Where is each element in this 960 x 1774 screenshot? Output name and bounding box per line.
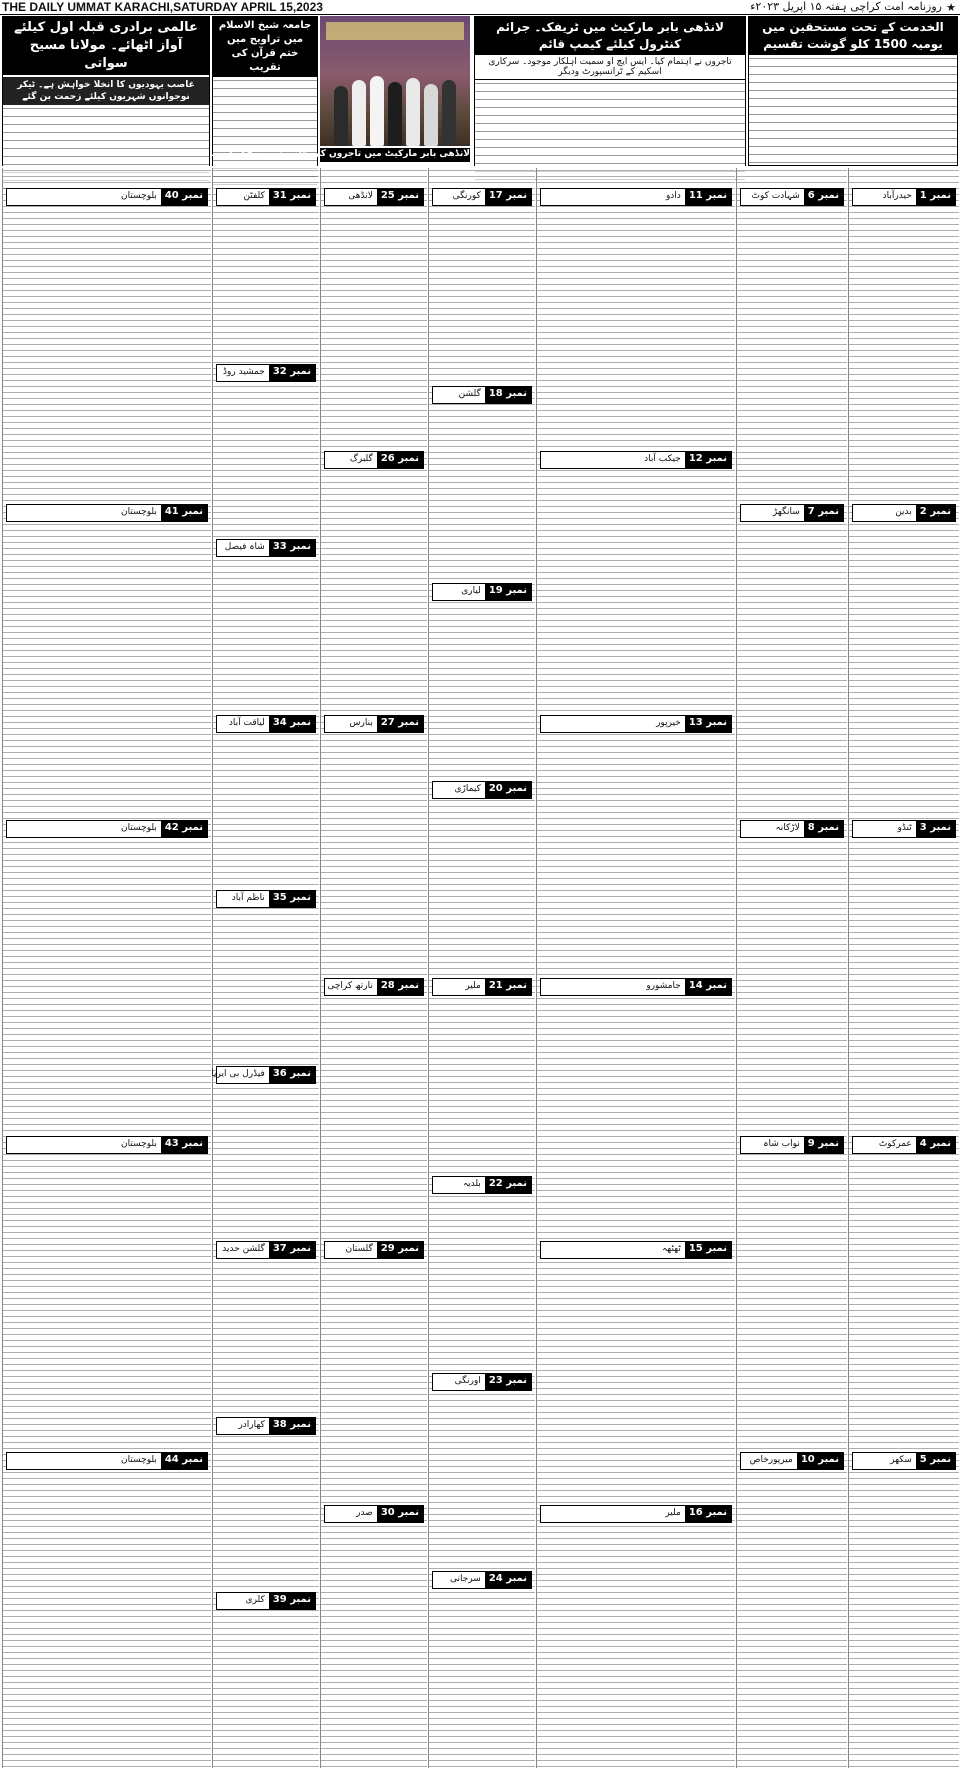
section-number: نمبر 24 xyxy=(485,1572,531,1588)
section-number: نمبر 23 xyxy=(485,1374,531,1390)
photo-person xyxy=(442,80,456,146)
section-title: ناظم آباد xyxy=(231,893,265,903)
section-number: نمبر 21 xyxy=(485,979,531,995)
section-number: نمبر 7 xyxy=(804,505,843,521)
masthead-urdu-title: روزنامہ امت کراچی ہفتہ ۱۵ اپریل ۲۰۲۳ء xyxy=(750,0,942,13)
section-title: لاڑکانہ xyxy=(775,823,800,833)
section-title: سکھر xyxy=(890,1455,912,1465)
section-header xyxy=(216,188,316,206)
column-6 xyxy=(212,168,319,1768)
section-header xyxy=(740,820,844,838)
section-title: ملیر xyxy=(665,1508,681,1518)
section-header xyxy=(432,188,532,206)
section-number: نمبر 9 xyxy=(804,1137,843,1153)
top-story-right-body xyxy=(749,55,957,163)
section-title: بلوچستان xyxy=(121,191,157,201)
section-number: نمبر 10 xyxy=(797,1453,843,1469)
section-title: نارتھ کراچی xyxy=(327,981,373,991)
photo-person xyxy=(370,76,384,146)
section-title: خیرپور xyxy=(656,718,681,728)
section-title: کورنگی xyxy=(452,191,481,201)
section-header xyxy=(432,781,532,799)
section-title: صدر xyxy=(356,1508,373,1518)
column-text xyxy=(537,168,735,1768)
section-number: نمبر 13 xyxy=(685,716,731,732)
section-number: نمبر 4 xyxy=(916,1137,955,1153)
section-title: بدین xyxy=(895,507,912,517)
photo-banner xyxy=(326,22,464,40)
section-number: نمبر 25 xyxy=(377,189,423,205)
section-title: جامشورو xyxy=(646,981,681,991)
photo-person xyxy=(406,78,420,146)
column-text xyxy=(321,168,427,1768)
section-header xyxy=(432,583,532,601)
section-number: نمبر 44 xyxy=(161,1453,207,1469)
section-header xyxy=(6,1452,208,1470)
column-text xyxy=(429,168,535,1768)
section-number: نمبر 41 xyxy=(161,505,207,521)
section-header xyxy=(852,820,956,838)
section-title: ٹھٹھہ xyxy=(662,1244,681,1254)
section-header xyxy=(6,1136,208,1154)
section-header xyxy=(432,1571,532,1589)
column-4 xyxy=(428,168,535,1768)
top-story-center xyxy=(474,16,746,166)
section-header xyxy=(540,451,732,469)
section-number: نمبر 19 xyxy=(485,584,531,600)
section-header xyxy=(740,188,844,206)
section-number: نمبر 22 xyxy=(485,1177,531,1193)
section-number: نمبر 31 xyxy=(269,189,315,205)
section-header xyxy=(852,1452,956,1470)
section-title: نواب شاہ xyxy=(763,1139,800,1149)
section-title: بلوچستان xyxy=(121,823,157,833)
section-header xyxy=(740,1452,844,1470)
section-header xyxy=(216,539,316,557)
section-number: نمبر 5 xyxy=(916,1453,955,1469)
section-title: جیکب آباد xyxy=(644,454,681,464)
section-title: گلستان xyxy=(345,1244,373,1254)
section-number: نمبر 32 xyxy=(269,365,315,381)
section-header xyxy=(740,504,844,522)
section-header xyxy=(432,1176,532,1194)
section-number: نمبر 6 xyxy=(804,189,843,205)
section-header xyxy=(324,978,424,996)
section-header xyxy=(432,1373,532,1391)
section-number: نمبر 35 xyxy=(269,891,315,907)
section-number: نمبر 17 xyxy=(485,189,531,205)
top-story-mid-headline: جامعہ شیخ الاسلام میں تراویح میں ختم قرآن کی تقریب xyxy=(213,17,317,77)
section-number: نمبر 15 xyxy=(685,1242,731,1258)
column-text xyxy=(3,168,211,1768)
section-number: نمبر 26 xyxy=(377,452,423,468)
section-title: شاہ فیصل xyxy=(224,542,265,552)
section-title: بلوچستان xyxy=(121,1455,157,1465)
top-story-right-headline: الخدمت کے تحت مستحقین میں یومیہ 1500 کلو گوشت تقسیم xyxy=(749,17,957,55)
section-number: نمبر 34 xyxy=(269,716,315,732)
section-title: کلری xyxy=(245,1595,265,1605)
section-number: نمبر 11 xyxy=(685,189,731,205)
section-number: نمبر 16 xyxy=(685,1506,731,1522)
section-title: لیاقت آباد xyxy=(228,718,265,728)
section-number: نمبر 38 xyxy=(269,1418,315,1434)
column-3 xyxy=(536,168,735,1768)
section-header xyxy=(324,1241,424,1259)
masthead xyxy=(0,0,960,15)
section-header xyxy=(216,364,316,382)
top-story-left-subheadline: غاصب یہودیوں کا انخلا خواہش ہے۔ ٹیکر نوجوانوں شہریوں کیلئے زحمت بن گئے xyxy=(3,77,209,105)
section-header xyxy=(6,504,208,522)
section-number: نمبر 20 xyxy=(485,782,531,798)
section-header xyxy=(6,188,208,206)
column-1 xyxy=(848,168,959,1768)
section-number: نمبر 18 xyxy=(485,387,531,403)
section-title: شہادت کوٹ xyxy=(751,191,800,201)
section-header xyxy=(324,451,424,469)
section-title: گلبرگ xyxy=(349,454,373,464)
section-number: نمبر 30 xyxy=(377,1506,423,1522)
section-number: نمبر 2 xyxy=(916,505,955,521)
section-number: نمبر 42 xyxy=(161,821,207,837)
photo-person xyxy=(424,84,438,146)
section-header xyxy=(324,715,424,733)
section-number: نمبر 28 xyxy=(377,979,423,995)
section-number: نمبر 27 xyxy=(377,716,423,732)
photo-person xyxy=(334,86,348,146)
section-header xyxy=(216,715,316,733)
photo-person xyxy=(388,82,402,146)
section-title: کلفٹن xyxy=(243,191,265,201)
photo-person xyxy=(352,80,366,146)
section-title: کھارادر xyxy=(238,1420,265,1430)
section-header xyxy=(540,188,732,206)
section-title: میرپورخاص xyxy=(749,1455,793,1465)
section-header xyxy=(211,1066,316,1084)
section-number: نمبر 14 xyxy=(685,979,731,995)
column-5 xyxy=(320,168,427,1768)
top-story-mid xyxy=(212,16,318,166)
section-header xyxy=(852,1136,956,1154)
section-number: نمبر 43 xyxy=(161,1137,207,1153)
section-title: بلدیہ xyxy=(462,1179,481,1189)
section-title: لیاری xyxy=(461,586,481,596)
section-title: لانڈھی xyxy=(348,191,373,201)
section-header xyxy=(216,1241,316,1259)
section-number: نمبر 36 xyxy=(269,1067,315,1083)
section-header xyxy=(540,978,732,996)
section-title: فیڈرل بی ایریا xyxy=(211,1069,265,1079)
section-header xyxy=(216,890,316,908)
section-title: کیماڑی xyxy=(454,784,481,794)
section-header xyxy=(324,1505,424,1523)
section-title: گلشن xyxy=(458,389,481,399)
photo-event xyxy=(320,16,470,146)
top-story-left-headline: عالمی برادری قبلہ اول کیلئے آواز اٹھائے۔ مولانا مسیح سواتی xyxy=(3,17,209,75)
section-title: ٹنڈو xyxy=(897,823,912,833)
section-header xyxy=(432,978,532,996)
section-header xyxy=(540,715,732,733)
section-title: سانگھڑ xyxy=(772,507,800,517)
column-2 xyxy=(736,168,847,1768)
section-title: عمرکوٹ xyxy=(878,1139,912,1149)
section-header xyxy=(6,820,208,838)
section-number: نمبر 3 xyxy=(916,821,955,837)
section-number: نمبر 8 xyxy=(804,821,843,837)
column-text xyxy=(213,168,319,1768)
column-text xyxy=(849,168,959,1768)
section-title: بلوچستان xyxy=(121,1139,157,1149)
star-icon: ★ xyxy=(946,1,956,14)
section-number: نمبر 39 xyxy=(269,1593,315,1609)
top-story-center-subheadline: تاجروں نے اہتمام کیا۔ ایس ایچ او سمیت اہلکار موجود۔ سرکاری اسکیم کے ٹرانسپورٹ ودیگر xyxy=(475,55,745,80)
section-number: نمبر 1 xyxy=(916,189,955,205)
section-title: حیدرآباد xyxy=(882,191,912,201)
section-title: سرجانی xyxy=(450,1574,481,1584)
section-title: جمشید روڈ xyxy=(223,367,265,377)
section-header xyxy=(432,386,532,404)
photo-caption: لانڈھی بابر مارکیٹ میں تاجروں کی جانب سے ٹریفک کیمپ xyxy=(320,148,470,162)
section-header xyxy=(852,504,956,522)
section-header xyxy=(216,1592,316,1610)
section-title: گلشن حدید xyxy=(222,1244,265,1254)
section-header xyxy=(740,1136,844,1154)
masthead-english-title: THE DAILY UMMAT KARACHI,SATURDAY APRIL 15,2023 xyxy=(2,0,323,14)
section-header xyxy=(540,1241,732,1259)
column-7 xyxy=(2,168,211,1768)
column-text xyxy=(737,168,847,1768)
section-title: بنارس xyxy=(349,718,373,728)
section-header xyxy=(216,1417,316,1435)
section-number: نمبر 29 xyxy=(377,1242,423,1258)
section-title: بلوچستان xyxy=(121,507,157,517)
section-number: نمبر 33 xyxy=(269,540,315,556)
top-story-left xyxy=(2,16,210,166)
section-title: دادو xyxy=(665,191,681,201)
top-story-center-headline: لانڈھی بابر مارکیٹ میں ٹریفک۔ جرائم کنٹرول کیلئے کیمپ قائم xyxy=(475,17,745,55)
section-number: نمبر 12 xyxy=(685,452,731,468)
section-title: اورنگی xyxy=(454,1376,481,1386)
section-header xyxy=(324,188,424,206)
section-number: نمبر 40 xyxy=(161,189,207,205)
section-header xyxy=(852,188,956,206)
section-number: نمبر 37 xyxy=(269,1242,315,1258)
section-title: ملیر xyxy=(465,981,481,991)
section-header xyxy=(540,1505,732,1523)
top-story-right xyxy=(748,16,958,166)
